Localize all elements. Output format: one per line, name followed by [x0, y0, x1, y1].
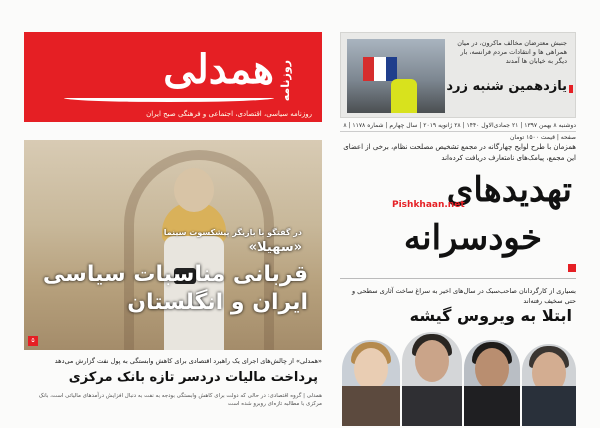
portrait-actress [342, 340, 400, 426]
page-number-badge: ۵ [28, 336, 38, 346]
director-portraits [340, 330, 576, 426]
yellow-vest [391, 79, 417, 113]
main-story-kicker: در گفتگو با بازیگر پیشکسوت سینما [163, 228, 302, 237]
masthead-tagline: روزنامه سیاسی، اقتصادی، اجتماعی و فرهنگی صبح ایران [146, 110, 312, 118]
teaser-box[interactable] [340, 32, 576, 118]
economy-story[interactable] [24, 356, 322, 426]
site-watermark: Pishkhaan.net [392, 200, 465, 210]
main-story-name: «سهیلا» [248, 240, 302, 255]
teaser-marker [569, 85, 573, 93]
economy-story-lead: «همدلی» از چالش‌های اجرای یک راهبرد اقتصادی برای کاهش وابستگی به پول نفت گزارش می‌دهد [54, 357, 322, 365]
lead-story[interactable] [340, 134, 576, 274]
newspaper-logo: همدلی [163, 46, 274, 93]
french-flag-icon [363, 57, 397, 81]
page-marker [568, 264, 576, 272]
logo-swash [64, 94, 274, 102]
main-story-title-line1[interactable]: قربانی مناسبات سیاسی [42, 262, 308, 287]
portrait-director-2 [464, 340, 520, 426]
actress-face [174, 168, 214, 212]
lead-story-summary: همزمان با طرح لوایح چهارگانه در مجمع تشخیص مصلحت نظام، برخی از اعضای این مجمع، پیامک‌های نامتعارف دریافت کرده‌اند [343, 143, 576, 162]
lead-story-headline-line1[interactable]: تهدیدهای [446, 170, 572, 210]
cinema-story[interactable] [340, 286, 576, 426]
portrait-director-3 [522, 344, 576, 426]
main-story-title-line2[interactable]: ایران و انگلستان [127, 290, 308, 315]
teaser-headline[interactable]: یازدهمین شنبه زرد [446, 79, 567, 94]
economy-story-headline[interactable]: پرداخت مالیات دردسر تازه بانک مرکزی [68, 370, 318, 385]
masthead-prefix: روزنامه [279, 60, 292, 102]
portrait-director-1 [402, 332, 462, 426]
cinema-story-lead: بسیاری از کارگردانان صاحب‌سبک در سال‌های اخیر به سراغ ساخت آثاری سطحی و حتی سخیف رفته‌اند [351, 287, 576, 305]
economy-story-body: همدلی | گروه اقتصادی: در حالی که دولت برای کاهش وابستگی بودجه به نفت به دنبال افزایش درآمدهای مالیاتی است، بانک مرکزی با مطالبه تازه‌ای روبرو شده است [38, 393, 322, 407]
lead-story-headline-line2[interactable]: خودسرانه [403, 218, 542, 258]
cinema-story-headline[interactable]: ابتلا به ویروس گیشه [409, 306, 572, 325]
protest-photo [347, 39, 445, 113]
masthead [24, 32, 322, 122]
issue-info-bar: دوشنبه ۸ بهمن ۱۳۹۷ | ۲۱ جمادی‌الاول ۱۴۴۰ | ۲۸ ژانویه ۲۰۱۹ | سال چهارم | شماره ۱۱۷۸ | ۸ صفحه | قیمت ۱۵۰۰ تومان [340, 120, 576, 132]
teaser-lead: جنبش معترضان مخالف ماکرون، در میان همراهی ها و انتقادات مردم فرانسه، بار دیگر به خیابان ها آمدند [457, 39, 567, 65]
main-photo-story[interactable] [24, 140, 322, 350]
section-divider [340, 278, 576, 279]
